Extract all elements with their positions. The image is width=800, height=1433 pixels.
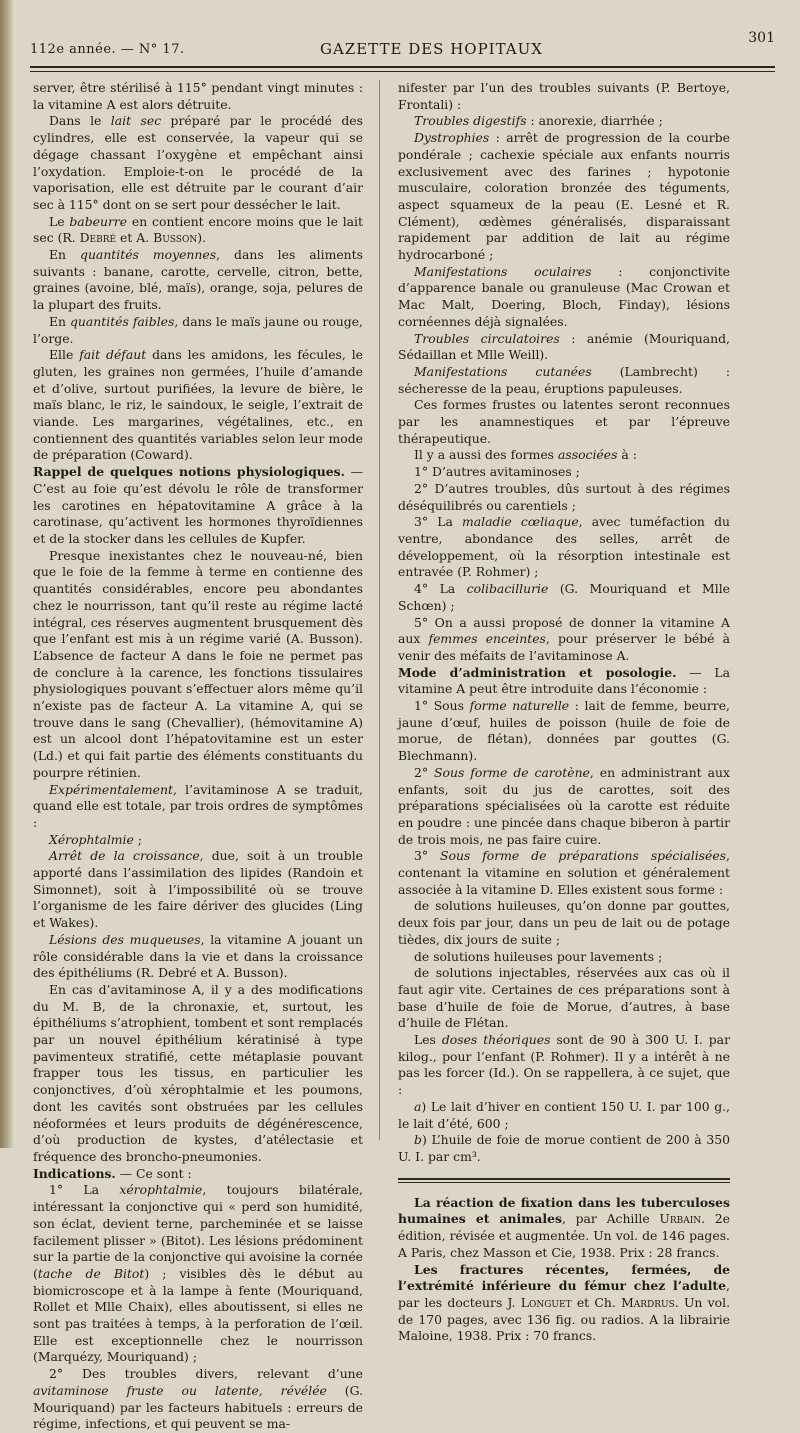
- right-column-paragraph: Les doses théoriques sont de 90 à 300 U. I. par kilog., pour l’enfant (P. Rohmer). Il y a intérêt à ne pas les forcer (Id.). On se rappellera, à ce sujet, que :: [398, 1032, 730, 1098]
- right-column-paragraph: de solutions huileuses, qu’on donne par gouttes, deux fois par jour, dans un peu de lait ou de potage tièdes, dix jours de suite ;: [398, 898, 730, 947]
- journal-title: GAZETTE DES HOPITAUX: [320, 40, 543, 58]
- left-column-paragraph: Lésions des muqueuses, la vitamine A jouant un rôle considérable dans la vie et dans la croissance des épithéliums (R. Debré et A. Busson).: [33, 931, 364, 981]
- right-column-paragraph: de solutions huileuses pour lavements ;: [414, 948, 663, 964]
- page-header: [30, 28, 775, 56]
- right-column-paragraph: Dystrophies : arrêt de progression de la courbe pondérale ; cachexie spéciale aux enfants nourris exclusivement avec des farines ; hypotonie musculaire, coloration bronzée des téguments, aspect squameux de la peau (E. Lesné et R. Clément), œdèmes généralisés, disparaissant rapidement par addition de lait au régime hydrocarboné ;: [398, 130, 730, 263]
- right-column: [398, 80, 730, 1345]
- page-binding-edge: [0, 0, 14, 1148]
- left-column-paragraph: Rappel de quelques notions physiologiques. — C’est au foie qu’est dévolu le rôle de transformer les carotines en hépatovitamine A grâce à la carotinase, qu’activent les hormones thyroïdiennes et de la stocker dans les cellules de Kupfer.: [33, 464, 363, 546]
- right-column-paragraph: 1° D’autres avitaminoses ;: [414, 464, 580, 480]
- header-rule-thick: [30, 66, 775, 68]
- left-column: [33, 80, 363, 1433]
- right-column-paragraph: 4° La colibacillurie (G. Mouriquand et Mlle Schœn) ;: [398, 581, 730, 613]
- column-divider: [379, 80, 380, 1140]
- left-column-paragraph: Arrêt de la croissance, due, soit à un trouble apporté dans l’assimilation des lipides (Randoin et Simonnet), soit à l’impossibilité où se trouve l’organisme de les faire dériver des glucides (Ling et Wakes).: [33, 848, 363, 931]
- right-column-paragraph: Les fractures récentes, fermées, de l’extrémité inférieure du fémur chez l’adulte, par les docteurs J. Longuet et Ch. Mardrus. Un vol. de 170 pages, avec 136 fig. ou radios. A la librairie Maloine, 1938. Prix : 70 francs.: [398, 1261, 731, 1344]
- left-column-paragraph: 1° La xérophtalmie, toujours bilatérale, intéressant la conjonctive qui « perd son humidité, son éclat, devient terne, parcheminée et se laisse facilement plisser » (Bitot). Les lésions prédominent sur la partie de la conjonctive qui avoisine la cornée (tache de Bitot) ; visibles dès le début au biomicroscope et à la lampe à fente (Mouriquand, Rollet et Mlle Chaix), elles aboutissent, si elles ne sont pas traitées à temps, à la perforation de l’œil. Elle est exceptionnelle chez le nourrisson (Marquézy, Mouriquand) ;: [33, 1182, 364, 1365]
- left-column-paragraph: Presque inexistantes chez le nouveau-né, bien que le foie de la femme à terme en contienne des quantités considérables, encore peu abondantes chez le nourrisson, tant qu’il reste au régime lacté intégral, ces réserves augmentent brusquement dès que l’enfant est mis à un régime varié (A. Busson). L’absence de facteur A dans le foie ne permet pas de conclure à la carence, les fonctions tissulaires physiologiques pouvant s’effectuer alors même qu’il n’existe pas de facteur A. La vitamine A, qui se trouve dans le sang (Chevallier), (hémovitamine A) est un alcool dont l’hépatovitamine est un ester (Ld.) et qui fait partie des éléments constituants du pourpre rétinien.: [33, 547, 363, 780]
- right-column-paragraph: Mode d’administration et posologie. — La vitamine A peut être introduite dans l’économie :: [398, 664, 730, 697]
- left-column-paragraph: Le babeurre en contient encore moins que le lait sec (R. Debré et A. Busson).: [33, 213, 364, 246]
- header-rule-thin: [30, 71, 775, 72]
- right-column-paragraph: La réaction de fixation dans les tuberculoses humaines et animales, par Achille Urbain. 2e édition, révisée et augmentée. Un vol. de 146 pages. A Paris, chez Masson et Cie, 1938. Prix : 28 francs.: [398, 1194, 731, 1260]
- left-column-paragraph: Elle fait défaut dans les amidons, les fécules, le gluten, les graines non germées, l’huile d’amande et d’olive, surtout purifiées, la levure de bière, le maïs blanc, le riz, le saindoux, le seigle, l’extrait de viande. Les margarines, végétalines, etc., en contiennent des quantités variables selon leur mode de préparation (Coward).: [33, 347, 364, 463]
- right-column-paragraph: a) Le lait d’hiver en contient 150 U. I. par 100 g., le lait d’été, 600 ;: [398, 1098, 730, 1131]
- right-column-paragraph: Troubles circulatoires : anémie (Mouriquand, Sédaillan et Mlle Weill).: [398, 330, 730, 363]
- right-column-paragraph: Manifestations cutanées (Lambrecht) : sécheresse de la peau, éruptions papuleuses.: [398, 363, 730, 396]
- left-column-paragraph: En quantités faibles, dans le maïs jaune ou rouge, l’orge.: [33, 313, 363, 346]
- left-column-paragraph: Dans le lait sec préparé par le procédé des cylindres, elle est conservée, la vapeur qui se dégage chassant l’oxygène et empêchant ainsi l’oxydation. Emploie-t-on le procédé de la vaporisation, elle est détruite par le courant d’air sec à 115° dont on se sert pour dessécher le lait.: [33, 113, 363, 212]
- left-column-paragraph: En quantités moyennes, dans les aliments suivants : banane, carotte, cervelle, citron, bette, graines (avoine, blé, maïs), orange, soja, pelures de la plupart des fruits.: [33, 247, 364, 313]
- page-number: 301: [748, 30, 775, 46]
- right-column-paragraph: de solutions injectables, réservées aux cas où il faut agir vite. Certaines de ces préparations sont à base d’huile de foie de Morue, d’autres, à base d’huile de Flétan.: [398, 965, 730, 1031]
- right-column-paragraph: 2° D’autres troubles, dûs surtout à des régimes déséquilibrés ou carentiels ;: [398, 480, 730, 513]
- right-column-paragraph: Manifestations oculaires : conjonctivite d’apparence banale ou granuleuse (Mac Crowan et Mac Malt, Doering, Bloch, Finday), lésions cornéennes déjà signalées.: [398, 263, 730, 329]
- right-column-paragraph: 1° Sous forme naturelle : lait de femme, beurre, jaune d’œuf, huiles de poisson (huile de foie de morue, de flétan), données par gouttes (G. Blechmann).: [398, 698, 730, 764]
- left-column-paragraph: Xérophtalmie ;: [49, 831, 142, 847]
- right-column-paragraph: Troubles digestifs : anorexie, diarrhée ;: [414, 113, 663, 129]
- left-column-paragraph: server, être stérilisé à 115° pendant vingt minutes : la vitamine A est alors détruite.: [33, 80, 363, 112]
- left-column-paragraph: Expérimentalement, l’avitaminose A se traduit, quand elle est totale, par trois ordres de symptômes :: [33, 781, 363, 830]
- right-column-paragraph: 5° On a aussi proposé de donner la vitamine A aux femmes enceintes, pour préserver le bébé à venir des méfaits de l’avitaminose A.: [398, 614, 731, 663]
- left-column-paragraph: En cas d’avitaminose A, il y a des modifications du M. B, de la chronaxie, et, surtout, les épithéliums s’atrophient, tombent et sont remplacés par un nouvel épithélium kératinisé à type pavimenteux stratifié, cette métaplasie pouvant frapper tous les tissus, en particulier les conjonctives, d’où xérophtalmie et les poumons, dont les cavités sont obstruées par les cellules néoformées et leurs produits de dégénérescence, d’où production de kystes, d’atélectasie et fréquence des broncho-pneumonies.: [33, 981, 363, 1164]
- left-column-paragraph: Indications. — Ce sont :: [33, 1165, 192, 1181]
- section-divider: [398, 1178, 730, 1183]
- right-column-paragraph: 2° Sous forme de carotène, en administrant aux enfants, soit du jus de carottes, soit des préparations spécialisées où la carotte est réduite en poudre : une pincée dans chaque biberon à partir de trois mois, ne pas faire cuire.: [398, 764, 730, 847]
- left-column-paragraph: 2° Des troubles divers, relevant d’une avitaminose fruste ou latente, révélée (G. Mouriquand) par les facteurs habituels : erreurs de régime, infections, et qui peuvent se ma-: [33, 1366, 364, 1432]
- right-column-paragraph: Il y a aussi des formes associées à :: [414, 447, 637, 463]
- right-column-paragraph: b) L’huile de foie de morue contient de 200 à 350 U. I. par cm³.: [398, 1132, 730, 1164]
- right-column-paragraph: 3° Sous forme de préparations spécialisées, contenant la vitamine en solution et généralement associée à la vitamine D. Elles existent sous forme :: [398, 848, 730, 897]
- right-column-paragraph: Ces formes frustes ou latentes seront reconnues par les anamnestiques et par l’épreuve thérapeutique.: [398, 397, 730, 446]
- right-column-paragraph: nifester par l’un des troubles suivants (P. Bertoye, Frontali) :: [398, 80, 730, 112]
- issue-info: 112e année. — N° 17.: [30, 42, 185, 57]
- right-column-paragraph: 3° La maladie cœliaque, avec tuméfaction du ventre, abondance des selles, arrêt de développement, où la résorption intestinale est entravée (P. Rohmer) ;: [398, 514, 730, 580]
